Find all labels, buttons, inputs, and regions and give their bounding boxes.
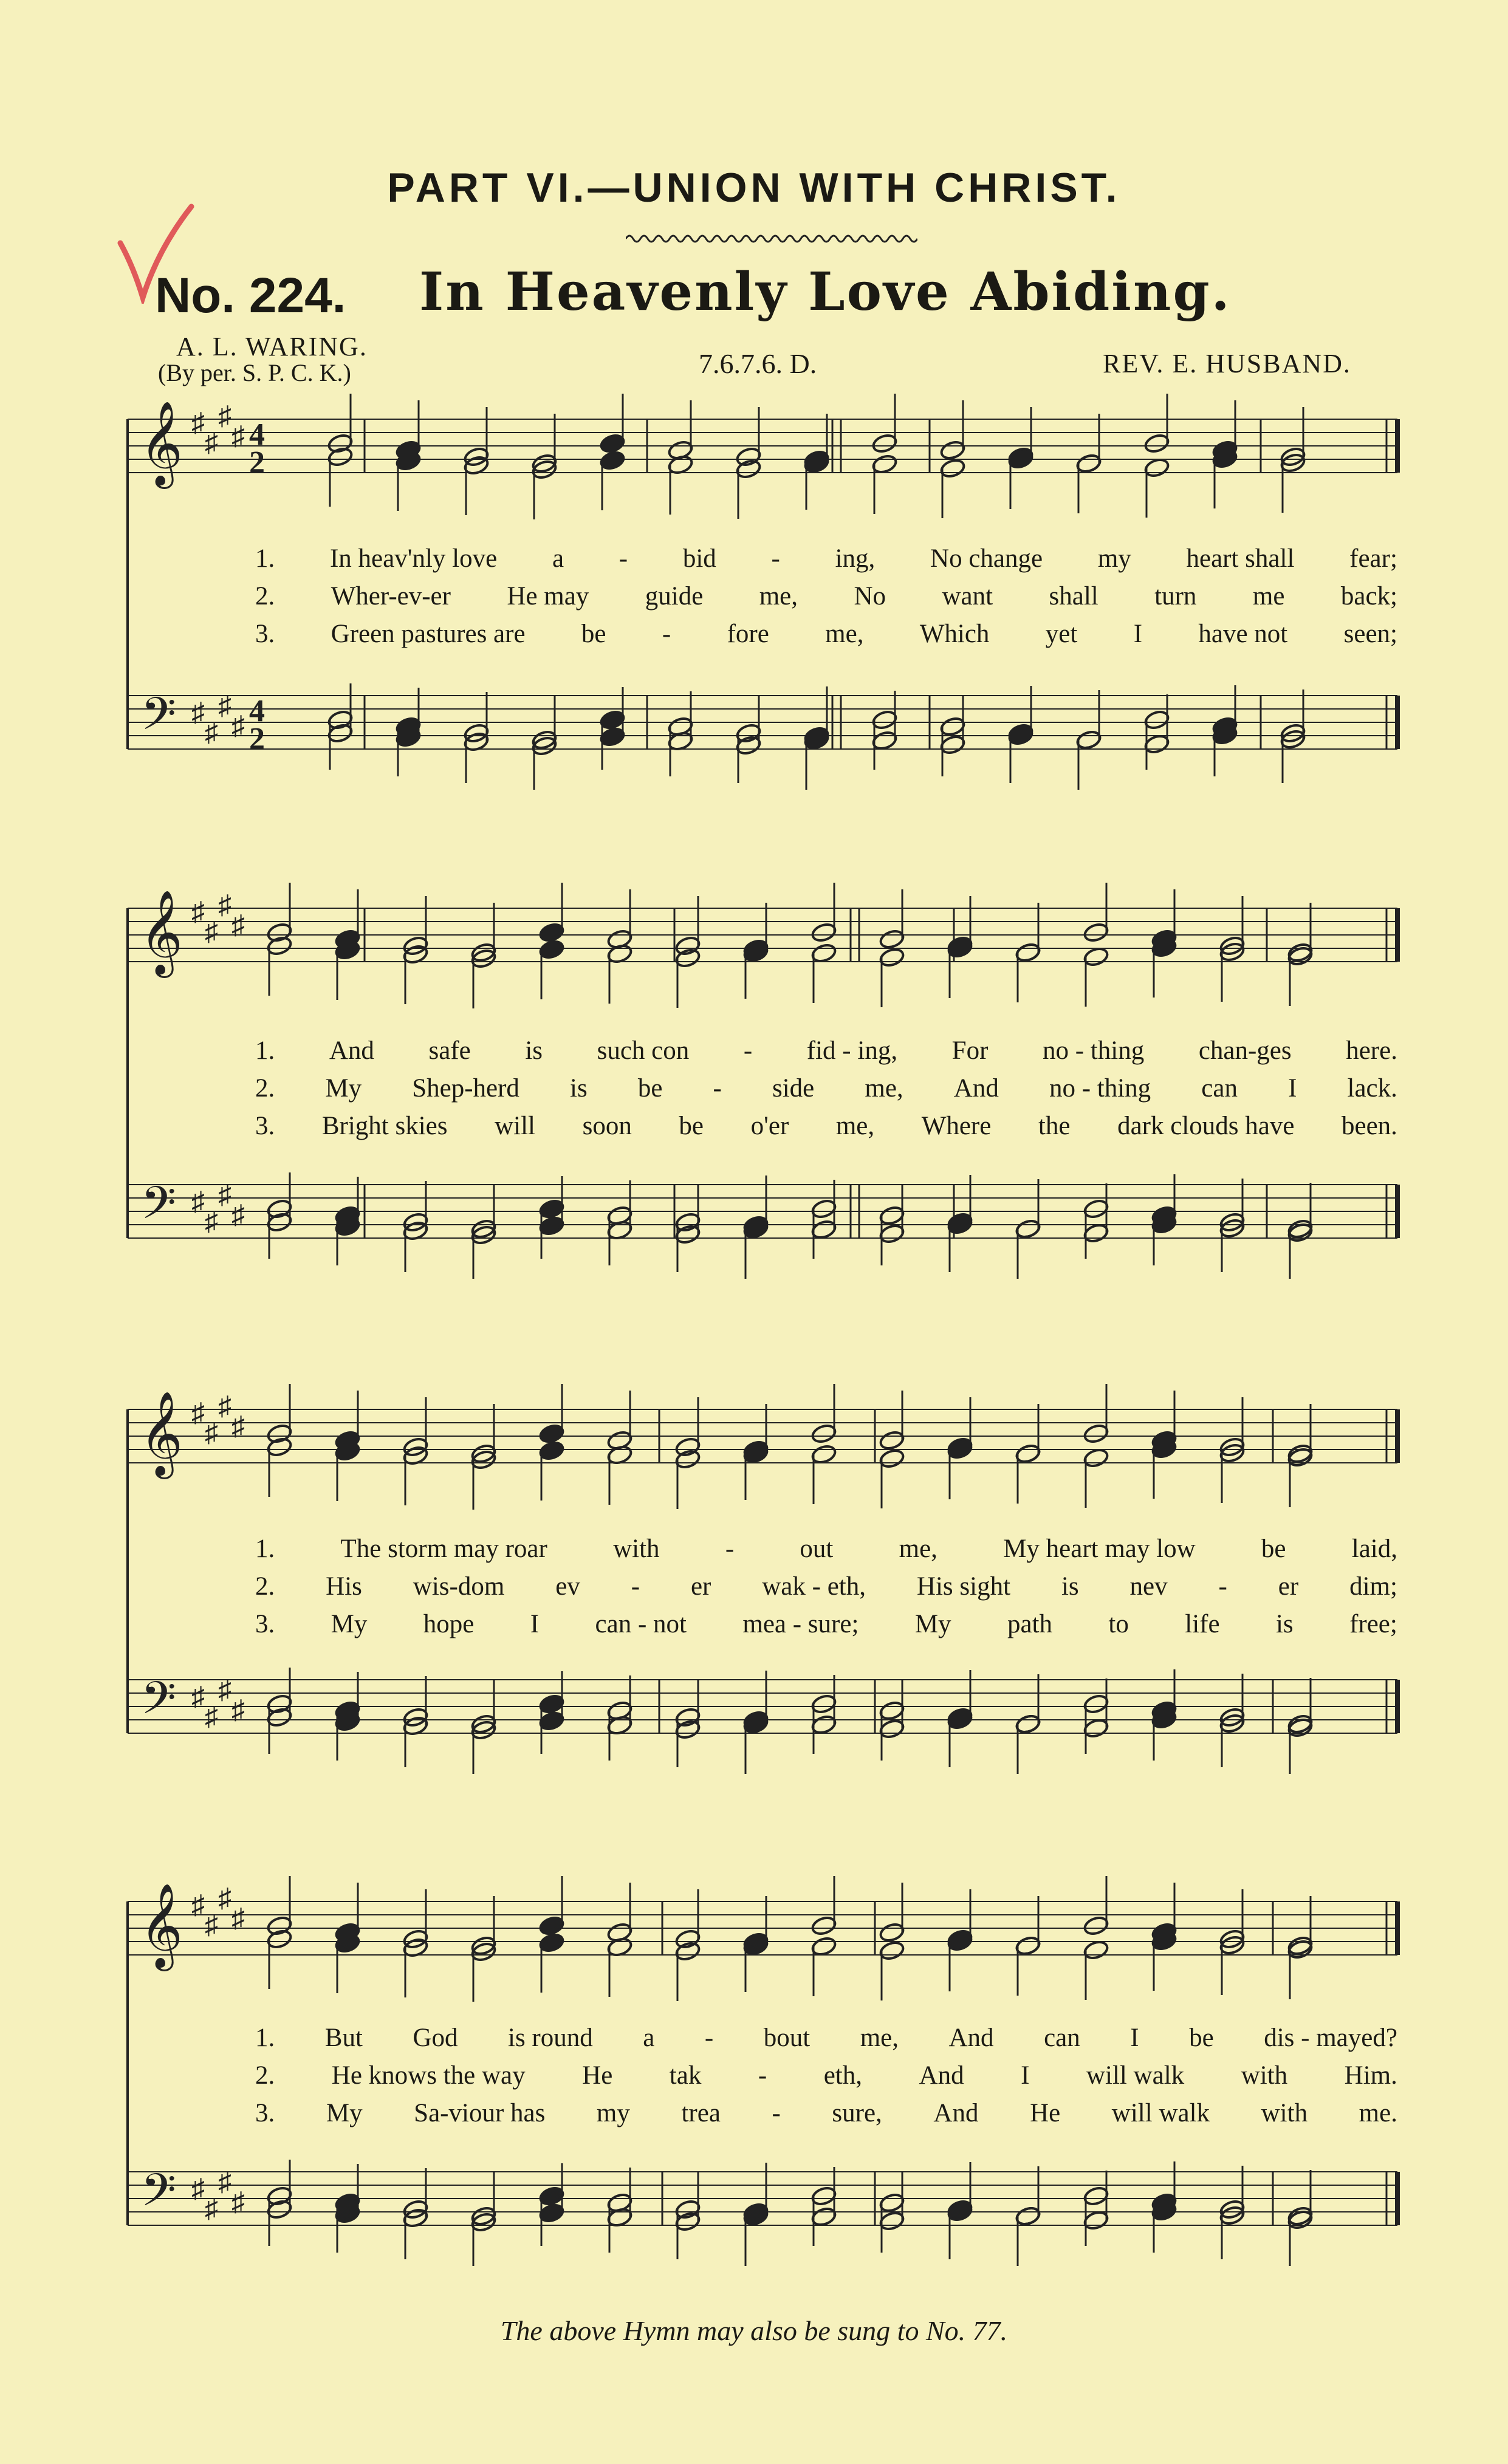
sharp-icon: ♯ — [231, 2187, 245, 2217]
notehead — [871, 709, 898, 731]
part-title: PART VI.—UNION WITH CHRIST. — [387, 165, 1121, 211]
hymn-author: A. L. WARING. — [176, 332, 368, 361]
bass-clef-icon: 𝄢 — [141, 2164, 176, 2228]
notehead — [879, 2192, 905, 2214]
lyric-line-verse-3 — [255, 1609, 1397, 1639]
sharp-icon: ♯ — [218, 1391, 231, 1421]
sharp-icon: ♯ — [218, 2167, 231, 2197]
notehead — [1083, 946, 1109, 968]
lyric-word: - — [1218, 1572, 1227, 1601]
sharp-icon: ♯ — [218, 890, 231, 920]
lyric-word: my — [1097, 544, 1131, 573]
time-signature-numerator: 4 — [249, 417, 265, 452]
time-signature-denominator: 2 — [249, 445, 265, 480]
time-signature-denominator: 2 — [249, 722, 265, 756]
lyric-word: Which — [919, 620, 990, 648]
notehead — [599, 433, 626, 454]
lyric-word: bout — [763, 2024, 811, 2052]
lyric-word: My heart may low — [1003, 1535, 1196, 1563]
lyric-word: such con — [597, 1036, 690, 1065]
lyric-word: trea — [681, 2099, 721, 2127]
lyric-word: here. — [1346, 1036, 1397, 1065]
lyric-word: the — [1038, 1112, 1071, 1140]
sharp-icon: ♯ — [191, 1890, 205, 1920]
lyric-word: And — [919, 2061, 964, 2090]
lyric-word: For — [951, 1036, 989, 1065]
notehead — [879, 1223, 905, 1245]
treble-clef-icon: 𝄞 — [140, 1391, 183, 1476]
notehead — [879, 946, 905, 968]
lyric-word: will — [495, 1112, 535, 1140]
lyric-word: bid — [682, 544, 716, 573]
notehead — [1083, 1693, 1109, 1715]
lyric-word: - — [662, 620, 671, 648]
notehead — [947, 1931, 973, 1952]
notehead — [879, 1448, 905, 1470]
lyric-word: be — [1189, 2024, 1214, 2052]
notehead — [1015, 2205, 1041, 2227]
sharp-icon: ♯ — [218, 1180, 231, 1210]
lyric-word: mea - sure; — [742, 1610, 859, 1638]
notehead — [1083, 1423, 1109, 1445]
hymn-composer: REV. E. HUSBAND. — [1103, 349, 1351, 378]
lyric-word: Sa-viour has — [414, 2099, 546, 2127]
sharp-icon: ♯ — [191, 697, 205, 727]
lyric-word: fear; — [1349, 544, 1397, 573]
lyric-word: And — [948, 2024, 994, 2052]
lyric-word: I — [1133, 620, 1143, 648]
lyric-word: - — [704, 2024, 714, 2052]
notehead — [879, 1429, 905, 1451]
lyric-word: Wher-ev-er — [331, 582, 451, 611]
notehead — [811, 1714, 837, 1736]
notehead — [939, 439, 966, 461]
lyric-word: And — [933, 2099, 979, 2127]
notehead — [1083, 1222, 1109, 1244]
notehead — [538, 1215, 565, 1237]
bass-clef-icon: 𝄢 — [141, 688, 176, 751]
lyric-word: - — [771, 544, 780, 573]
lyric-word: back; — [1340, 582, 1397, 611]
lyric-word: Where — [921, 1112, 992, 1140]
verse-number: 2. — [255, 1074, 275, 1103]
lyric-word: with — [1241, 2061, 1288, 2090]
lyric-word: Shep-herd — [412, 1074, 519, 1103]
bass-clef-icon: 𝄢 — [141, 1672, 176, 1736]
sharp-icon: ♯ — [205, 917, 218, 946]
lyric-word: wak - eth, — [762, 1572, 866, 1601]
treble-clef-icon: 𝄞 — [140, 890, 183, 974]
lyric-line-verse-2 — [255, 1572, 1397, 1601]
notehead — [947, 2201, 973, 2223]
notehead — [538, 2185, 565, 2207]
lyric-word: be — [679, 1112, 704, 1140]
lyric-word: heart shall — [1186, 544, 1295, 573]
sharp-icon: ♯ — [205, 1910, 218, 1940]
verse-number: 3. — [255, 1610, 275, 1638]
lyric-word: shall — [1049, 582, 1098, 611]
lyric-word: I — [1130, 2024, 1139, 2052]
notehead — [599, 450, 626, 471]
lyric-word: will walk — [1086, 2061, 1185, 2090]
lyric-word: He — [582, 2061, 613, 2090]
lyric-word: The storm may roar — [340, 1535, 547, 1563]
lyric-word: have not — [1198, 620, 1288, 648]
notehead — [947, 1214, 973, 1236]
lyric-word: is — [1275, 1610, 1294, 1638]
verse-number: 2. — [255, 582, 275, 611]
lyric-word: - — [619, 544, 628, 573]
notehead — [947, 1439, 973, 1460]
notehead — [538, 1440, 565, 1462]
notehead — [871, 730, 898, 751]
lyric-word: dark clouds have — [1117, 1112, 1295, 1140]
lyric-word: I — [1288, 1074, 1297, 1103]
lyric-word: side — [772, 1074, 815, 1103]
notehead — [1015, 1218, 1041, 1240]
lyric-word: - — [758, 2061, 767, 2090]
lyric-word: My — [326, 2099, 363, 2127]
lyric-word: me. — [1359, 2099, 1397, 2127]
sharp-icon: ♯ — [191, 408, 205, 437]
lyric-line-verse-1 — [255, 1534, 1397, 1564]
hymn-number: No. 224. — [155, 268, 346, 323]
notehead — [1007, 448, 1034, 470]
notehead — [538, 922, 565, 943]
lyric-word: Green pastures are — [331, 620, 526, 648]
notehead — [1083, 1198, 1109, 1220]
notehead — [939, 457, 966, 479]
lyric-word: yet — [1045, 620, 1078, 648]
sharp-icon: ♯ — [231, 910, 245, 940]
lyric-word: free; — [1349, 1610, 1397, 1638]
lyric-word: laid, — [1351, 1535, 1397, 1563]
sharp-icon: ♯ — [218, 1883, 231, 1913]
lyric-word: me, — [825, 620, 864, 648]
notehead — [1083, 1939, 1109, 1961]
lyric-word: is — [525, 1036, 543, 1065]
notehead — [538, 1710, 565, 1732]
notehead — [811, 1423, 837, 1445]
lyric-word: eth, — [823, 2061, 862, 2090]
notehead — [538, 1693, 565, 1715]
notehead — [1015, 1443, 1041, 1465]
notehead — [879, 928, 905, 950]
lyric-word: me, — [860, 2024, 899, 2052]
notehead — [879, 2210, 905, 2232]
lyric-word: seen; — [1343, 620, 1397, 648]
notehead — [947, 937, 973, 959]
lyric-word: His sight — [916, 1572, 1011, 1601]
sharp-icon: ♯ — [205, 1418, 218, 1448]
notehead — [811, 1915, 837, 1937]
lyric-word: No change — [930, 544, 1043, 573]
notehead — [811, 1443, 837, 1465]
notehead — [1015, 1935, 1041, 1957]
notehead — [1007, 725, 1034, 747]
notehead — [871, 433, 898, 454]
notehead — [879, 1718, 905, 1740]
lyric-word: been. — [1342, 1112, 1397, 1140]
lyric-word: - — [631, 1572, 640, 1601]
lyric-word: can — [1044, 2024, 1080, 2052]
notehead — [538, 2202, 565, 2224]
lyric-word: My — [331, 1610, 368, 1638]
lyric-word: But — [324, 2024, 363, 2052]
lyric-word: Him. — [1344, 2061, 1397, 2090]
lyric-word: path — [1007, 1610, 1052, 1638]
lyric-line-verse-1 — [255, 1036, 1397, 1066]
lyric-word: want — [942, 582, 993, 611]
lyric-word: No — [854, 582, 886, 611]
lyric-word: nev — [1129, 1572, 1168, 1601]
sharp-icon: ♯ — [191, 1398, 205, 1428]
lyric-word: And — [953, 1074, 999, 1103]
lyric-word: be — [581, 620, 606, 648]
lyric-line-verse-3 — [255, 619, 1397, 649]
lyric-line-verse-1 — [255, 544, 1397, 573]
time-signature-numerator: 4 — [249, 694, 265, 728]
sharp-icon: ♯ — [231, 1695, 245, 1725]
lyric-word: ev — [555, 1572, 580, 1601]
hymn-meter: 7.6.7.6. D. — [699, 348, 817, 379]
verse-number: 3. — [255, 2099, 275, 2127]
lyric-word: out — [800, 1535, 834, 1563]
sharp-icon: ♯ — [218, 1675, 231, 1705]
lyric-word: He may — [507, 582, 589, 611]
notehead — [1143, 733, 1170, 755]
lyric-word: guide — [645, 582, 704, 611]
lyric-word: - — [743, 1036, 753, 1065]
notehead — [1083, 922, 1109, 943]
hymn-title: In Heavenly Love Abiding. — [419, 261, 1232, 323]
lyric-word: er — [690, 1572, 711, 1601]
notehead — [939, 734, 966, 756]
lyric-word: me, — [835, 1112, 875, 1140]
lyric-word: fid - ing, — [806, 1036, 898, 1065]
sharp-icon: ♯ — [231, 1200, 245, 1230]
lyric-word: me, — [759, 582, 798, 611]
lyric-word: my — [596, 2099, 630, 2127]
sharp-icon: ♯ — [218, 401, 231, 431]
treble-clef-icon: 𝄞 — [140, 1883, 183, 1968]
sharp-icon: ♯ — [205, 1206, 218, 1236]
lyric-word: hope — [423, 1610, 475, 1638]
notehead — [538, 939, 565, 960]
lyric-word: a — [552, 544, 564, 573]
lyric-word: - — [725, 1535, 735, 1563]
sharp-icon: ♯ — [205, 428, 218, 457]
notehead — [811, 1219, 837, 1241]
notehead — [811, 1935, 837, 1957]
notehead — [538, 1198, 565, 1220]
lyric-word: Bright skies — [321, 1112, 448, 1140]
sharp-icon: ♯ — [191, 2174, 205, 2203]
verse-number: 1. — [255, 2024, 275, 2052]
lyric-word: ing, — [835, 544, 876, 573]
notehead — [1083, 1717, 1109, 1739]
lyric-word: is — [570, 1074, 588, 1103]
lyric-word: can — [1201, 1074, 1238, 1103]
lyric-word: And — [329, 1036, 374, 1065]
footnote: The above Hymn may also be sung to No. 77. — [500, 2315, 1008, 2346]
notehead — [811, 922, 837, 943]
lyric-word: In heav'nly love — [329, 544, 498, 573]
lyric-line-verse-3 — [255, 2098, 1397, 2128]
notehead — [599, 709, 626, 731]
lyric-word: fore — [727, 620, 769, 648]
notehead — [1075, 453, 1102, 474]
notehead — [1083, 2185, 1109, 2207]
sharp-icon: ♯ — [191, 897, 205, 926]
lyric-word: with — [1261, 2099, 1308, 2127]
lyric-word: dis - mayed? — [1264, 2024, 1397, 2052]
lyric-word: chan-ges — [1198, 1036, 1292, 1065]
lyric-word: is round — [508, 2024, 593, 2052]
sharp-icon: ♯ — [218, 691, 231, 720]
lyric-word: life — [1185, 1610, 1220, 1638]
lyric-line-verse-2 — [255, 1073, 1397, 1103]
sharp-icon: ♯ — [191, 1682, 205, 1711]
sharp-icon: ♯ — [231, 711, 245, 741]
verse-number: 2. — [255, 2061, 275, 2090]
notehead — [599, 726, 626, 748]
lyric-word: I — [530, 1610, 540, 1638]
lyric-word: a — [643, 2024, 655, 2052]
sharp-icon: ♯ — [231, 1411, 245, 1441]
notehead — [1015, 1713, 1041, 1735]
lyric-word: He — [1030, 2099, 1061, 2127]
hymn-permission: (By per. S. P. C. K.) — [158, 359, 351, 386]
lyric-word: He knows the way — [331, 2061, 526, 2090]
notehead — [811, 942, 837, 964]
bass-clef-icon: 𝄢 — [141, 1177, 176, 1241]
notehead — [879, 1205, 905, 1227]
lyric-word: me, — [865, 1074, 903, 1103]
lyric-word: be — [1261, 1535, 1286, 1563]
notehead — [811, 2185, 837, 2207]
treble-clef-icon: 𝄞 — [140, 401, 183, 485]
sharp-icon: ♯ — [191, 1186, 205, 1216]
verse-number: 2. — [255, 1572, 275, 1601]
notehead — [1083, 1915, 1109, 1937]
verse-number: 1. — [255, 1535, 275, 1563]
lyric-word: God — [413, 2024, 458, 2052]
lyric-line-verse-2 — [255, 581, 1397, 611]
notehead — [1083, 2209, 1109, 2231]
sharp-icon: ♯ — [231, 421, 245, 451]
lyric-word: - — [772, 2099, 781, 2127]
notehead — [879, 1940, 905, 1962]
notehead — [871, 453, 898, 475]
lyric-word: His — [326, 1572, 362, 1601]
verse-number: 3. — [255, 620, 275, 648]
notehead — [811, 1198, 837, 1220]
sharp-icon: ♯ — [205, 1702, 218, 1731]
sharp-icon: ♯ — [205, 2194, 218, 2223]
verse-number: 1. — [255, 1036, 275, 1065]
notehead — [1143, 457, 1170, 479]
notehead — [811, 2206, 837, 2228]
verse-number: 3. — [255, 1112, 275, 1140]
notehead — [1143, 709, 1170, 731]
notehead — [538, 1915, 565, 1937]
notehead — [1075, 729, 1102, 751]
lyric-word: sure, — [832, 2099, 882, 2127]
lyric-word: can - not — [595, 1610, 687, 1638]
lyric-word: safe — [428, 1036, 471, 1065]
notehead — [947, 1709, 973, 1731]
lyric-word: is — [1061, 1572, 1079, 1601]
lyric-word: me — [1252, 582, 1285, 611]
lyric-word: lack. — [1347, 1074, 1397, 1103]
lyric-word: me, — [899, 1535, 937, 1563]
lyric-word: soon — [582, 1112, 632, 1140]
lyric-word: My — [325, 1074, 362, 1103]
lyric-line-verse-2 — [255, 2061, 1397, 2090]
lyric-word: - — [713, 1074, 722, 1103]
lyric-word: o'er — [750, 1112, 789, 1140]
notehead — [538, 1423, 565, 1445]
lyric-word: tak — [669, 2061, 702, 2090]
lyric-word: turn — [1154, 582, 1197, 611]
notehead — [1083, 1447, 1109, 1469]
lyric-word: no - thing — [1043, 1036, 1145, 1065]
verse-number: 1. — [255, 544, 275, 573]
lyric-line-verse-1 — [255, 2023, 1397, 2053]
notehead — [879, 1700, 905, 1722]
lyric-word: I — [1021, 2061, 1030, 2090]
notehead — [1015, 942, 1041, 963]
lyric-word: dim; — [1349, 1572, 1397, 1601]
lyric-word: er — [1278, 1572, 1299, 1601]
lyric-word: to — [1108, 1610, 1129, 1638]
lyric-word: My — [914, 1610, 951, 1638]
notehead — [538, 1932, 565, 1954]
notehead — [939, 716, 966, 737]
lyric-word: wis-dom — [413, 1572, 505, 1601]
lyric-word: be — [637, 1074, 663, 1103]
notehead — [879, 1922, 905, 1943]
lyric-word: with — [613, 1535, 660, 1563]
lyric-word: will walk — [1111, 2099, 1210, 2127]
notehead — [811, 1693, 837, 1715]
sharp-icon: ♯ — [231, 1903, 245, 1933]
lyric-line-verse-3 — [255, 1111, 1397, 1141]
notehead — [1143, 433, 1170, 454]
sharp-icon: ♯ — [205, 717, 218, 747]
lyric-word: no - thing — [1049, 1074, 1151, 1103]
